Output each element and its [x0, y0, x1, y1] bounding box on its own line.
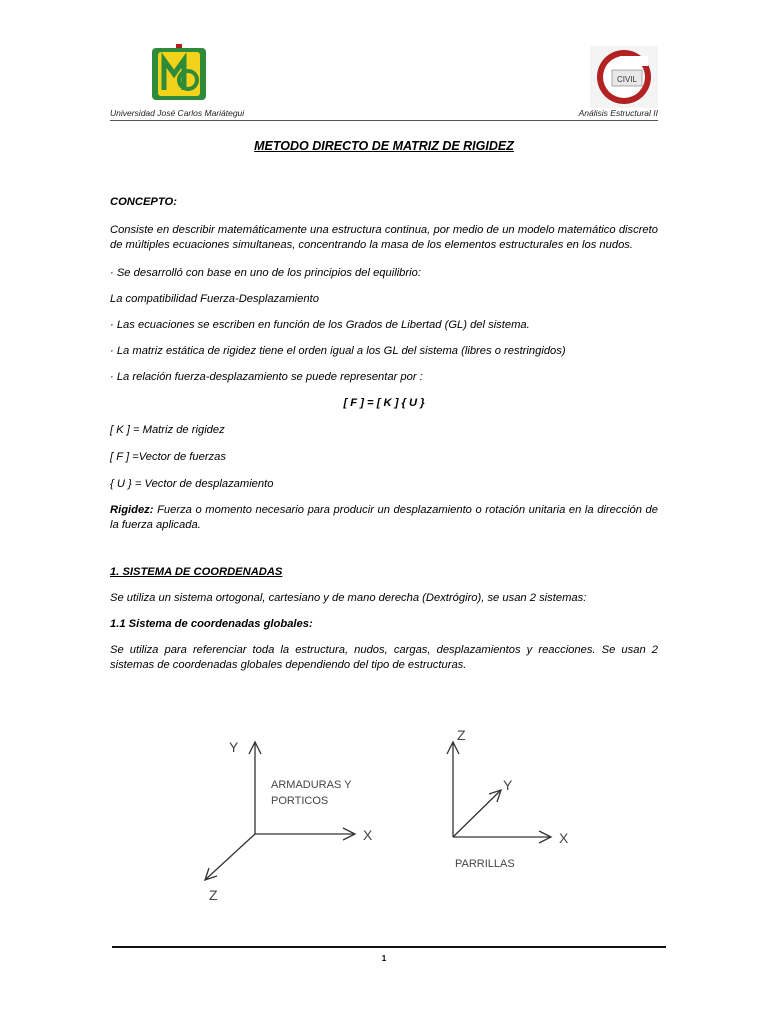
bullet-matriz-estatica: · La matriz estática de rigidez tiene el orden igual a los GL del sistema (libres o restringidos): [110, 345, 566, 357]
subsection-heading: 1.1 Sistema de coordenadas globales:: [110, 618, 313, 630]
right-x-label: X: [559, 830, 569, 846]
definition-u: { U } = Vector de desplazamiento: [110, 478, 274, 490]
section1-heading: 1. SISTEMA DE COORDENADAS: [110, 566, 283, 578]
rigidez-label: Rigidez:: [110, 504, 154, 516]
right-y-axis: [453, 790, 501, 837]
page-number: 1: [381, 954, 387, 963]
right-y-label: Y: [503, 777, 513, 793]
footer-divider: [112, 946, 666, 948]
stiffness-equation: [ F ] = [ K ] { U }: [343, 397, 425, 409]
rigidez-text: Fuerza o momento necesario para producir un desplazamiento o rotación unitaria en la dirección de la fuerza aplicada.: [110, 504, 658, 531]
rigidez-definition: [110, 503, 658, 533]
left-z-axis: [205, 834, 255, 880]
bullet-grados-libertad: · Las ecuaciones se escriben en función de los Grados de Libertad (GL) del sistema.: [110, 319, 530, 331]
section1-intro: Se utiliza un sistema ortogonal, cartesiano y de mano derecha (Dextrógiro), se usan 2 sistemas:: [110, 592, 587, 604]
running-header: [110, 108, 658, 121]
left-y-label: Y: [229, 739, 239, 755]
left-z-label: Z: [209, 887, 218, 903]
concepto-heading: CONCEPTO:: [110, 196, 177, 208]
right-z-label: Z: [457, 727, 466, 743]
university-logo: [150, 44, 208, 102]
document-body: [110, 195, 658, 673]
header-university: Universidad José Carlos Mariátegui: [110, 108, 245, 118]
definition-k: [ K ] = Matriz de rigidez: [110, 424, 225, 436]
right-system-label: PARRILLAS: [455, 858, 515, 870]
concepto-paragraph: Consiste en describir matemáticamente una estructura continua, por medio de un modelo matemático discreto de múltiples ecuaciones simultaneas, concentrando la masa de los elementos estructurales en los nudos.: [110, 224, 658, 251]
left-system-label-1: ARMADURAS Y: [271, 779, 352, 791]
header-course: Análisis Estructural II: [578, 108, 658, 118]
definition-f: [ F ] =Vector de fuerzas: [110, 451, 226, 463]
subsection-text: Se utiliza para referenciar toda la estructura, nudos, cargas, desplazamientos y reacciones. Se usan 2 sistemas de coordenadas globales dependiendo del tipo de estructuras.: [110, 644, 658, 671]
compatibilidad-line: La compatibilidad Fuerza-Desplazamiento: [110, 293, 319, 305]
left-x-label: X: [363, 827, 373, 843]
left-system-label-2: PORTICOS: [271, 795, 329, 807]
bullet-relacion: · La relación fuerza-desplazamiento se puede representar por :: [110, 371, 423, 383]
svg-text:CIVIL: CIVIL: [616, 75, 638, 84]
document-title: METODO DIRECTO DE MATRIZ DE RIGIDEZ: [254, 139, 514, 153]
civil-engineering-logo: [590, 46, 658, 108]
coordinate-systems-diagram: [195, 722, 595, 912]
bullet-equilibrio: · Se desarrolló con base en uno de los principios del equilibrio:: [110, 267, 421, 279]
